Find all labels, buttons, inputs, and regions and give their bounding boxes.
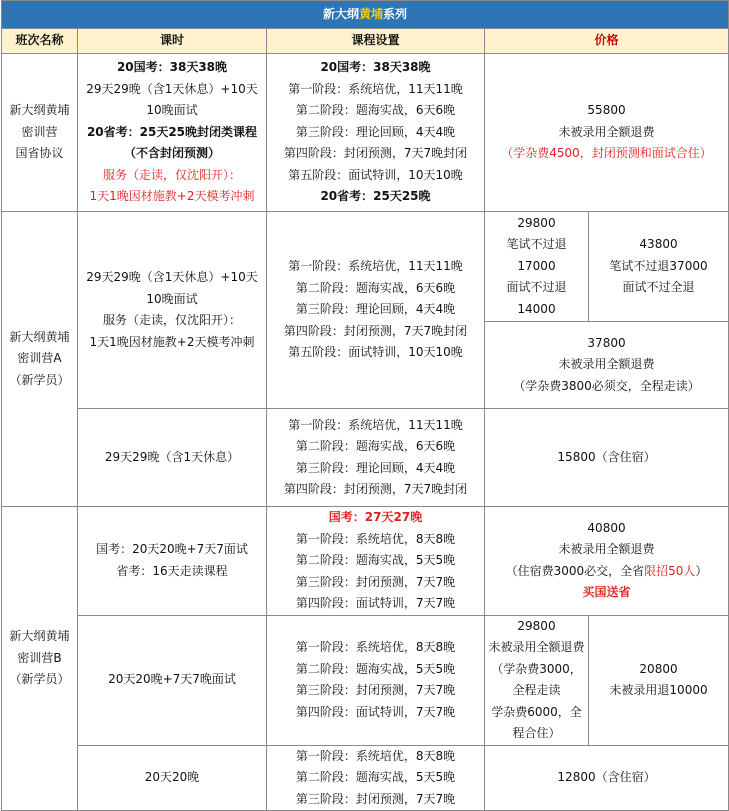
price-cell: 29800 未被录用全额退费 （学杂费3000， 全程走读 学杂费6000，全 程合住） [485,615,589,745]
title-pre: 新大纲 [323,6,360,21]
setup-cell: 20国考：38天38晚 第一阶段：系统培优，11天11晚 第二阶段：题海实战，6天6晚 第三阶段：理论回顾，4天4晚 第四阶段：封闭预测，7天7晚封闭 第五阶段：面试特训，10天10晚 20省考：25天25晚 [267,54,485,212]
hours-cell: 20天20晚+7天7晚面试 [78,615,267,745]
hours-cell: 国考：20天20晚+7天7面试 省考：16天走读课程 [78,507,267,616]
price-cell: 20800 未被录用退10000 [589,615,729,745]
header-name: 班次名称 [2,29,78,54]
price-cell: 12800（含住宿） [485,745,729,811]
header-price: 价格 [485,29,729,54]
table-row [2,54,729,212]
class-name-cell: 新大纲黄埔 密训营 国省协议 [2,54,78,212]
price-cell: 43800 笔试不过退37000 面试不过全退 [589,212,729,322]
hours-cell: 29天29晚（含1天休息） [78,409,267,507]
table-row [2,409,729,507]
table-row [2,507,729,616]
table-row [2,212,729,322]
price-cell: 37800 未被录用全额退费 （学杂费3800必须交，全程走读） [485,322,729,409]
class-name-cell: 新大纲黄埔 密训营B （新学员） [2,507,78,811]
setup-cell: 第一阶段：系统培优，11天11晚 第二阶段：题海实战，6天6晚 第三阶段：理论回顾，4天4晚 第四阶段：封闭预测，7天7晚封闭 第五阶段：面试特训，10天10晚 [267,212,485,409]
price-cell: 15800（含住宿） [485,409,729,507]
price-cell: 55800 未被录用全额退费 （学杂费4500，封闭预测和面试合住） [485,54,729,212]
course-table [1,0,729,811]
limit-highlight: 限招50人 [644,563,696,578]
setup-cell: 第一阶段：系统培优，11天11晚 第二阶段：题海实战，6天6晚 第三阶段：理论回顾，4天4晚 第四阶段：封闭预测，7天7晚封闭 [267,409,485,507]
table-title [2,1,729,29]
table-row [2,745,729,811]
price-cell: 40800 未被录用全额退费 （住宿费3000必交，全省限招50人） 买国送省 [485,507,729,616]
hours-cell: 20天20晚 [78,745,267,811]
hours-cell: 29天29晚（含1天休息）+10天 10晚面试 服务（走读，仅沈阳开）： 1天1晚因材施教+2天模考冲刺 [78,212,267,409]
class-name-cell: 新大纲黄埔 密训营A （新学员） [2,212,78,507]
title-highlight: 黄埔 [359,6,384,21]
hours-cell: 20国考：38天38晚 29天29晚（含1天休息）+10天 10晚面试 20省考：25天25晚封闭类课程 （不含封闭预测） 服务（走读，仅沈阳开）： 1天1晚因材施教+2天模考冲刺 [78,54,267,212]
header-setup: 课程设置 [267,29,485,54]
setup-cell: 第一阶段：系统培优，8天8晚 第二阶段：题海实战，5天5晚 第三阶段：封闭预测，7天7晚 [267,745,485,811]
setup-cell: 国考：27天27晚 第一阶段：系统培优，8天8晚 第二阶段：题海实战，5天5晚 第三阶段：封闭预测，7天7晚 第四阶段：面试特训，7天7晚 [267,507,485,616]
table-row [2,615,729,745]
title-post: 系列 [383,6,408,21]
price-cell: 29800 笔试不过退 17000 面试不过退 14000 [485,212,589,322]
header-hours: 课时 [78,29,267,54]
setup-cell: 第一阶段：系统培优，8天8晚 第二阶段：题海实战，5天5晚 第三阶段：封闭预测，7天7晚 第四阶段：面试特训，7天7晚 [267,615,485,745]
